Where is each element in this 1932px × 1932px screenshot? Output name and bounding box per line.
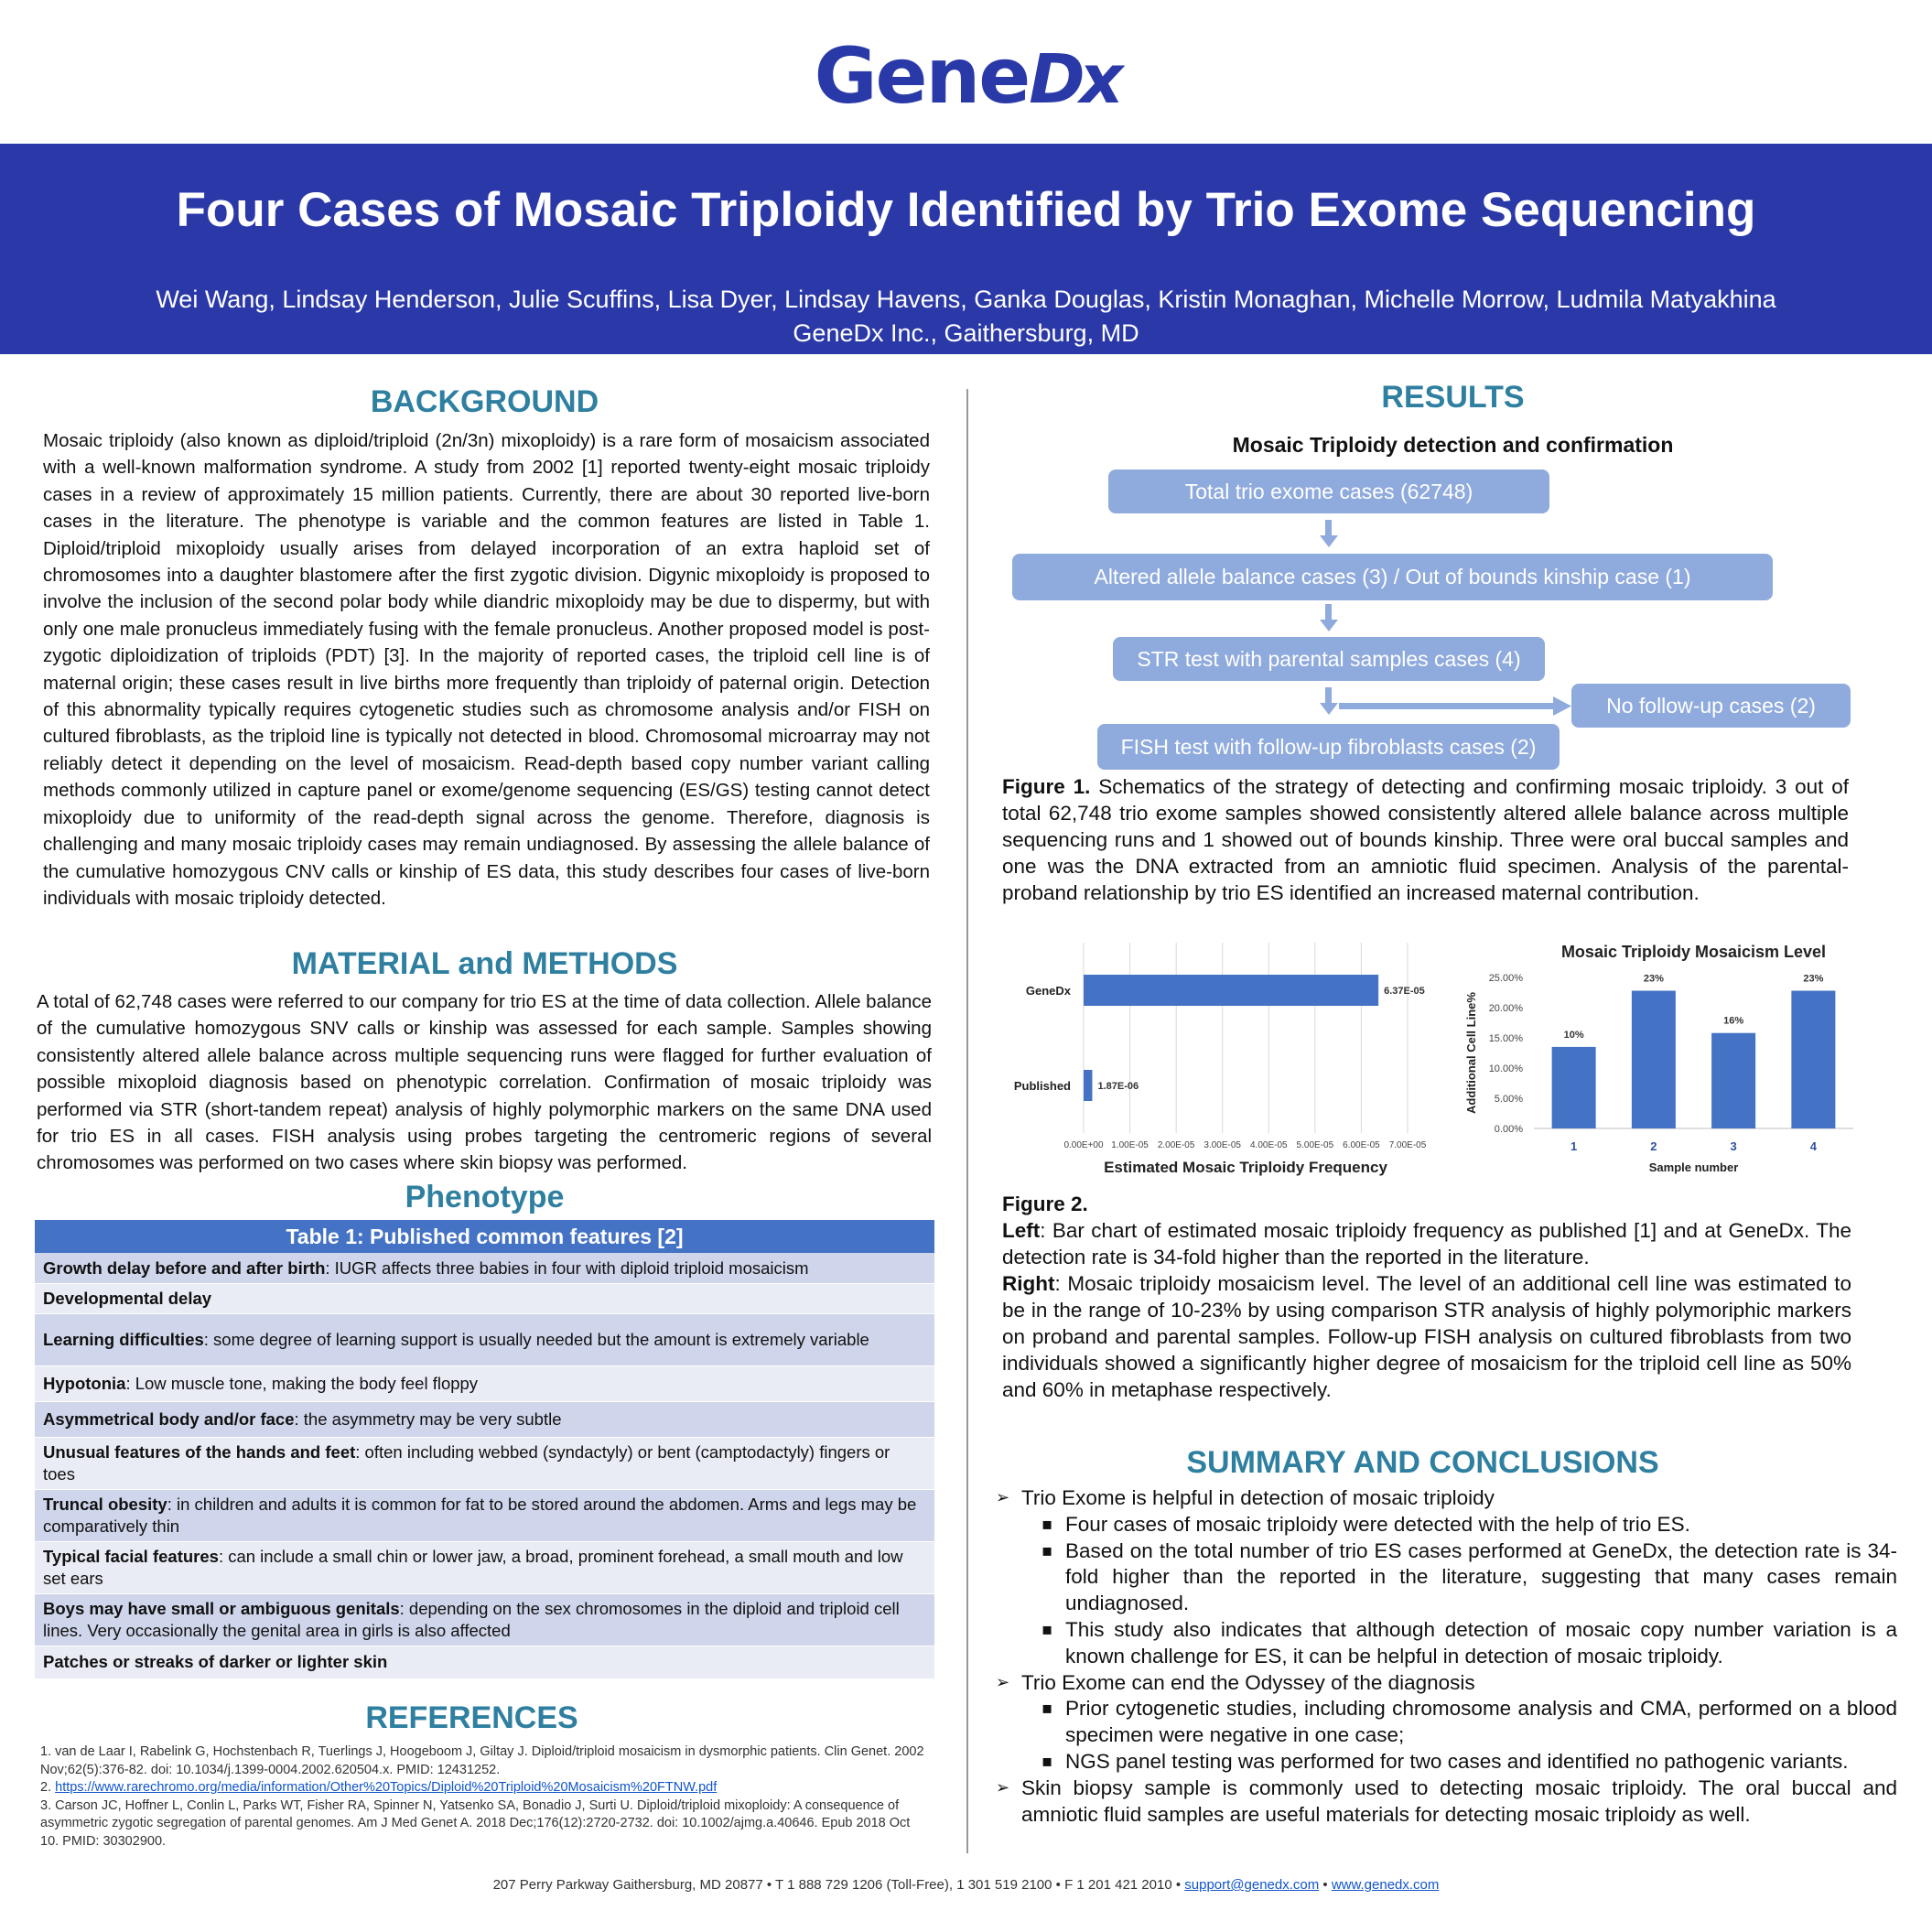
flow-box-total: Total trio exome cases (62748) — [1108, 470, 1549, 513]
footer-separator: • — [1319, 1877, 1332, 1893]
feature-name: Boys may have small or ambiguous genitals — [43, 1599, 400, 1618]
footer-contact — [0, 1877, 1932, 1893]
x-tick-label: 3.00E-05 — [1203, 1140, 1242, 1150]
x-axis-label: Estimated Mosaic Triploidy Frequency — [1104, 1159, 1387, 1176]
feature-name: Growth delay before and after birth — [43, 1257, 326, 1278]
methods-heading: MATERIAL and METHODS — [291, 946, 678, 981]
y-tick-label: 10.00% — [1488, 1063, 1523, 1074]
footer-fax: 1 201 421 2010 • — [1076, 1877, 1185, 1893]
feature-detail: : often including webbed (syndactyly) or bent (camptodactyly) fingers or toes — [43, 1442, 890, 1484]
table-row — [35, 1313, 934, 1365]
column-divider — [966, 389, 968, 1853]
table-row — [35, 1253, 934, 1283]
phenotype-heading: Phenotype — [405, 1180, 565, 1214]
header-logo-area — [0, 31, 1932, 121]
bar — [1084, 1070, 1092, 1101]
summary-subitem: ▪ This study also indicates that although detection of mosaic copy number variation is a known challenge for ES, it can be helpful in detection of mosaic triploidy. — [996, 1617, 1897, 1670]
y-tick-label: 5.00% — [1494, 1094, 1523, 1105]
bar — [1632, 991, 1676, 1128]
summary-list — [996, 1485, 1897, 1828]
table-row — [35, 1365, 934, 1401]
bar — [1711, 1033, 1755, 1128]
author-block — [0, 283, 1932, 351]
x-tick-label: 5.00E-05 — [1296, 1140, 1334, 1150]
feature-name: Learning difficulties — [43, 1329, 204, 1349]
feature-detail: : some degree of learning support is usually needed but the amount is extremely variable — [203, 1329, 869, 1349]
feature-detail: : in children and adults it is common for fat to be stored around the abdomen. Arms and legs may be comparatively thin — [43, 1495, 917, 1536]
feature-name: Asymmetrical body and/or face — [43, 1409, 295, 1429]
arrow-right-icon — [1339, 696, 1573, 718]
footer-phones: 1 888 729 1206 (Toll-Free), 1 301 519 2100 • — [787, 1877, 1065, 1893]
arrow-down-icon — [1318, 604, 1340, 633]
y-tick-label: 25.00% — [1488, 973, 1523, 984]
figure-2-caption — [1002, 1191, 1851, 1403]
table-row — [35, 1541, 934, 1593]
background-heading: BACKGROUND — [370, 384, 599, 419]
summary-item: ➢ Trio Exome can end the Odyssey of the diagnosis — [996, 1670, 1897, 1697]
data-label: 23% — [1803, 973, 1824, 985]
reference-3: 3. Carson JC, Hoffner L, Conlin L, Parks WT, Fisher RA, Spinner N, Yatsenko SA, Bonadio J, Surti U. Diploid/triploid mixoploidy: A consequence of asymmetric zygotic segregation of parental genomes. Am J Med Genet A. 2018 Dec;176(12):2720-2732. doi: 10.1002/ajmg.a.40646. Epub 2018 Oct 10. PMID: 30302900. — [40, 1797, 911, 1849]
figure-2-left-text: : Bar chart of estimated mosaic triploidy frequency as published [1] and at GeneDx. The detection rate is 34-fold higher than the reported in the literature. — [1002, 1219, 1851, 1268]
figure-1-label: Figure 1. — [1002, 775, 1091, 798]
y-axis-label: Additional Cell Line% — [1464, 992, 1478, 1114]
summary-subitem: ▪ Four cases of mosaic triploidy were detected with the help of trio ES. — [996, 1512, 1897, 1538]
references-heading: REFERENCES — [365, 1700, 578, 1735]
footer-email-link[interactable]: support@genedx.com — [1184, 1877, 1320, 1893]
title-banner — [0, 144, 1932, 354]
figure-2-right-label: Right — [1002, 1272, 1055, 1295]
x-tick-label: 2 — [1650, 1139, 1657, 1153]
x-tick-label: 3 — [1730, 1139, 1737, 1153]
feature-name: Truncal obesity — [43, 1495, 167, 1514]
y-tick-label: 20.00% — [1488, 1003, 1523, 1014]
logo-main-text: Gene — [814, 31, 1030, 121]
x-tick-label: 4.00E-05 — [1249, 1140, 1288, 1150]
data-label: 23% — [1643, 973, 1664, 985]
x-axis-label: Sample number — [1648, 1160, 1739, 1174]
x-tick-label: 1.00E-05 — [1111, 1140, 1149, 1150]
feature-detail: : depending on the sex chromosomes in the diploid and triploid cell lines. Very occasionally the genital area in girls is also affected — [43, 1599, 900, 1640]
flow-box-str: STR test with parental samples cases (4) — [1113, 637, 1545, 681]
data-label: 16% — [1723, 1015, 1744, 1027]
y-tick-label: 0.00% — [1494, 1124, 1523, 1135]
footer-phone-label: T — [775, 1877, 788, 1893]
poster-title: Four Cases of Mosaic Triploidy Identified by Trio Exome Sequencing — [176, 183, 1756, 237]
feature-detail: : the asymmetry may be very subtle — [294, 1409, 562, 1429]
feature-detail: : IUGR affects three babies in four with diploid triploid mosaicism — [325, 1257, 809, 1278]
reference-2 — [40, 1779, 928, 1797]
results-heading: RESULTS — [1381, 380, 1525, 415]
x-tick-label: 2.00E-05 — [1157, 1140, 1195, 1150]
summary-subitem: ▪ Prior cytogenetic studies, including chromosome analysis and CMA, performed on a blood specimen were negative in one case; — [996, 1696, 1897, 1749]
figure-1-caption — [1002, 773, 1849, 906]
reference-2-number: 2. — [40, 1780, 56, 1795]
logo-suffix-text: Dx — [1029, 40, 1118, 119]
footer-address: 207 Perry Parkway Gaithersburg, MD 20877 • — [492, 1877, 776, 1893]
table-row — [35, 1593, 934, 1646]
table-row — [35, 1437, 934, 1489]
background-text: Mosaic triploidy (also known as diploid/triploid (2n/3n) mixoploidy) is a rare form of mosaicism associated with a well-known malformation syndrome. A study from 2002 [1] reported twenty-eight mosaic triploidy cases in a review of approximately 15 million patients. Currently, there are about 30 reported live-born cases in the literature. The phenotype is variable and the common features are listed in Table 1. Diploid/triploid mixoploidy usually arises from delayed incorporation of an extra haploid set of chromosomes into a daughter blastomere after the first zygotic division. Digynic mixoploidy is proposed to involve the inclusion of the second polar body while diandric mixoploidy may be due to dispermy, but with only one male pronucleus immediately fusing with the female pronucleus. Another proposed model is post-zygotic diploidization of triploids (PDT) [3]. In the majority of reported cases, the triploid cell line is of maternal origin; these cases result in live births more frequently than triploidy of paternal origin. Detection of this abnormality typically requires cytogenetic studies such as chromosome analysis and/or FISH on cultured fibroblasts, as the triploid line is typically not detected in blood. Chromosomal microarray may not reliably detect it depending on the level of mosaicism. Read-depth based copy number variant calling methods commonly utilized in capture panel or exome/genome sequencing (ES/GS) testing cannot detect mixoploidy due to uniformity of the read-depth signal across the genome. Therefore, diagnosis is challenging and many mosaic triploidy cases may remain undiagnosed. By assessing the allele balance of the cumulative homozygous CNV calls or kinship of ES data, this study describes four cases of live-born individuals with mosaic triploidy detected. — [43, 430, 930, 909]
summary-subitem: ▪ Based on the total number of trio ES cases performed at GeneDx, the detection rate is 34-fold higher than the reported in the literature, suggesting that many cases remain undiagnosed. — [996, 1538, 1897, 1617]
table-header: Table 1: Published common features [2] — [35, 1220, 934, 1253]
summary-item: ➢ Skin biopsy sample is commonly used to detecting mosaic triploidy. The oral buccal and amniotic fluid samples are useful materials for detecting mosaic triploidy as well. — [996, 1775, 1897, 1829]
figure-2-left-label: Left — [1002, 1219, 1041, 1242]
x-tick-label: 6.00E-05 — [1343, 1140, 1380, 1150]
feature-name: Patches or streaks of darker or lighter skin — [43, 1652, 388, 1672]
feature-detail: : can include a small chin or lower jaw, a broad, prominent forehead, a small mouth and low set ears — [43, 1547, 903, 1588]
affiliation: GeneDx Inc., Gaithersburg, MD — [793, 319, 1139, 347]
feature-detail: : Low muscle tone, making the body feel floppy — [125, 1373, 479, 1393]
reference-1: 1. van de Laar I, Rabelink G, Hochstenbach R, Tuerlings J, Hoogeboom J, Giltay J. Diploid/triploid mosaicism in dysmorphic patients. Clin Genet. 2002 Nov;62(5):376-82. doi: 10.1034/j.1399-0004.2002.620504.x. PMID: 12431252. — [40, 1744, 924, 1777]
flow-box-fish: FISH test with follow-up fibroblasts cases (2) — [1097, 724, 1560, 770]
category-label: Published — [1013, 1079, 1071, 1093]
table-row — [35, 1283, 934, 1313]
author-list: Wei Wang, Lindsay Henderson, Julie Scuffins, Lisa Dyer, Lindsay Havens, Ganka Douglas, Kristin Monaghan, Michelle Morrow, Ludmila Matyakhina — [156, 286, 1776, 313]
reference-2-link[interactable]: https://www.rarechromo.org/media/information/Other%20Topics/Diploid%20Triploid%20Mosaicism%20FTNW.pdf — [55, 1780, 718, 1795]
chart-title: Mosaic Triploidy Mosaicism Level — [1560, 943, 1827, 961]
methods-text: A total of 62,748 cases were referred to our company for trio ES at the time of data collection. Allele balance of the cumulative homozygous SNV calls or kinship was assessed for each sample. Samples showing consistently altered allele balance across multiple sequencing runs were flagged for further evaluation of possible mixoploid diagnosis based on phenotypic correlation. Confirmation of mosaic triploidy was performed via STR (short-tandem repeat) analysis of highly polymorphic markers on the same DNA used for trio ES in all cases. FISH analysis using probes targeting the centromeric regions of several chromosomes was performed on two cases where skin biopsy was performed. — [37, 991, 932, 1174]
bar — [1791, 991, 1835, 1128]
data-label: 6.37E-05 — [1384, 986, 1425, 997]
frequency-bar-chart — [1007, 935, 1437, 1182]
bar — [1552, 1047, 1596, 1128]
summary-heading: SUMMARY AND CONCLUSIONS — [1186, 1445, 1659, 1480]
flow-box-nofollow: No follow-up cases (2) — [1571, 684, 1851, 728]
y-tick-label: 15.00% — [1488, 1033, 1523, 1044]
table-row — [35, 1489, 934, 1541]
figure-1-text: Schematics of the strategy of detecting and confirming mosaic triploidy. 3 out of total 62,748 trio exome samples showed consistently altered allele balance across multiple sequencing runs and 1 showed out of bounds kinship. Three were oral buccal samples and one was the DNA extracted from an amniotic fluid specimen. Analysis of the parental-proband relationship by trio ES identified an increased maternal contribution. — [1002, 775, 1849, 904]
data-label: 10% — [1563, 1029, 1584, 1041]
x-tick-label: 1 — [1570, 1139, 1578, 1153]
feature-name: Developmental delay — [43, 1288, 212, 1308]
table-row — [35, 1646, 934, 1678]
feature-name: Hypotonia — [43, 1373, 126, 1393]
bar — [1084, 975, 1378, 1006]
x-tick-label: 7.00E-05 — [1388, 1140, 1427, 1150]
summary-item: ➢ Trio Exome is helpful in detection of mosaic triploidy — [996, 1485, 1897, 1512]
flow-box-altered: Altered allele balance cases (3) / Out of bounds kinship case (1) — [1012, 554, 1773, 600]
figure-2-label: Figure 2. — [1002, 1193, 1088, 1215]
x-tick-label: 4 — [1809, 1139, 1817, 1153]
genedx-logo — [814, 31, 1118, 121]
references-list — [40, 1743, 928, 1851]
summary-subitem: ▪ NGS panel testing was performed for two cases and identified no pathogenic variants. — [996, 1749, 1897, 1775]
footer-website-link[interactable]: www.genedx.com — [1331, 1877, 1440, 1893]
feature-name: Typical facial features — [43, 1547, 219, 1566]
category-label: GeneDx — [1025, 984, 1071, 998]
arrow-down-icon — [1318, 520, 1340, 549]
footer-fax-label: F — [1064, 1877, 1077, 1893]
x-tick-label: 0.00E+00 — [1063, 1140, 1104, 1150]
figure-2-right-text: : Mosaic triploidy mosaicism level. The level of an additional cell line was estimated to be in the range of 10-23% by using comparison STR analysis of highly polymoriphic markers on proband and parental samples. Follow-up FISH analysis on cultured fibroblasts from two individuals showed a significantly higher degree of mosaicism for the triploid cell line as 50% and 60% in metaphase respectively. — [1002, 1272, 1851, 1401]
arrow-down-icon — [1318, 687, 1340, 717]
table-row — [35, 1401, 934, 1437]
results-subtitle: Mosaic Triploidy detection and confirmation — [1232, 433, 1674, 457]
data-label: 1.87E-06 — [1097, 1081, 1139, 1092]
mosaicism-bar-chart — [1455, 935, 1862, 1182]
phenotype-table — [35, 1220, 934, 1679]
feature-name: Unusual features of the hands and feet — [43, 1442, 356, 1462]
